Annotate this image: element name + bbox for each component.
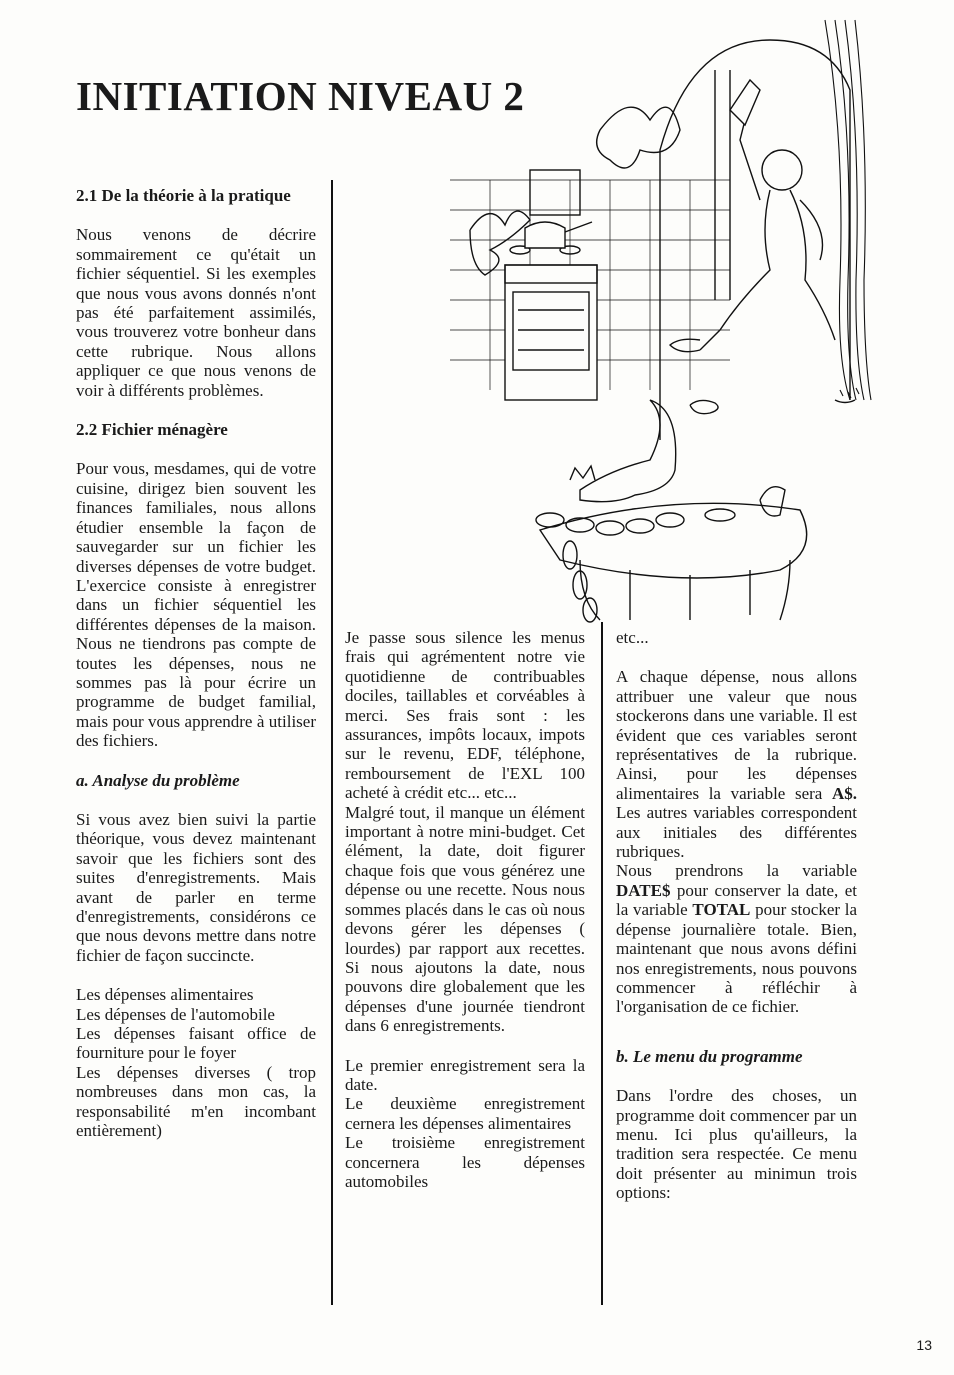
section-heading-2-2: 2.2 Fichier ménagère	[76, 420, 228, 440]
paragraph: Je passe sous silence les menus frais qui agrémentent notre vie quotidienne de contribuables dociles, taillables et corvéables à merci. Ses frais sont : les assurances, impôts locaux, impots sur le revenu, EDF, téléphone, remboursement de l'EXL 100 acheté à crédit etc... etc...	[345, 628, 585, 803]
subsection-heading-a: a. Analyse du problème	[76, 770, 240, 790]
column-3	[616, 628, 857, 1203]
list-item: Les dépenses alimentaires	[76, 985, 254, 1005]
column-rule-2	[601, 622, 603, 1305]
table	[540, 487, 807, 620]
spill	[690, 400, 718, 413]
page-number: 13	[916, 1337, 932, 1353]
running-woman	[670, 80, 855, 403]
text-run: A chaque dépense, nous allons attribuer une valeur que nous stockerons dans une variable. Il est évident que ces variables seront représentatives de la rubrique. Ainsi, pour les dépenses alimentaires la variable sera	[616, 667, 857, 803]
column-2	[345, 628, 585, 1191]
section-heading-2-1: 2.1 De la théorie à la pratique	[76, 186, 291, 205]
paragraph: Le troisième enregistrement concernera les dépenses automobiles	[345, 1133, 585, 1191]
paragraph: Le premier enregistrement sera la date.	[345, 1055, 585, 1094]
list-item: Les dépenses de l'automobile	[76, 1004, 275, 1024]
kitchen-illustration	[430, 0, 954, 640]
text-run: Nous prendrons la variable	[616, 861, 857, 881]
column-1	[76, 186, 316, 1140]
page-title: INITIATION NIVEAU 2	[76, 73, 525, 119]
curtain	[825, 20, 871, 400]
text-run: Les autres variables correspondent aux initiales des différentes rubriques.	[616, 803, 857, 862]
plant-top	[597, 107, 680, 168]
text-run: pour conserver la date, et la variable	[616, 880, 857, 920]
sausages	[536, 513, 684, 622]
stove	[505, 170, 597, 400]
paragraph: Dans l'ordre des choses, un programme doit commencer par un menu. Ici plus qu'ailleurs, la tradition sera respectée. Ce menu doit présenter au minimun trois options:	[616, 1086, 857, 1203]
variable-name: DATE$	[616, 880, 671, 900]
variable-name: TOTAL	[692, 900, 751, 920]
paragraph: Pour vous, mesdames, qui de votre cuisine, dirigez bien souvent les finances familiales, nous allons étudier ensemble la façon de sauvegarder sur un fichier les diverses dépenses de votre budget. L'exercice consiste à enregistrer dans un fichier séquentiel les différentes dépenses de la maison. Nous ne tiendrons pas compte de toutes les dépenses, nous ne sommes pas là pour écrire un programme de budget familial, mais pour vous apprendre à utiliser des fichiers.	[76, 459, 316, 751]
subsection-heading-b: b. Le menu du programme	[616, 1046, 803, 1066]
paragraph: Nous venons de décrire sommairement ce qu'était un fichier séquentiel. Si les exemples que nous vous avons donnés n'ont pas été parfaitement assimilés, vous trouverez votre bonheur dans cette rubrique. Nous allons appliquer ce que nous venons de voir à différents problèmes.	[76, 225, 316, 400]
list-item: Les dépenses faisant office de fourniture pour le foyer	[76, 1024, 316, 1063]
paragraph: Si vous avez bien suivi la partie théorique, vous devez maintenant savoir que les fichiers sont des suites d'enregistrements. Mais avant de parler en terme d'enregistrements, considérons ce que nous devons mettre dans notre fichier de façon succincte.	[76, 809, 316, 965]
paragraph	[616, 667, 857, 861]
text-run: pour stocker la dépense journalière totale. Bien, maintenant que nous avons défini nos enregistrements, nous pouvons commencer à réfléchir à l'organisation de ce fichier.	[616, 900, 857, 1017]
paragraph: etc...	[616, 628, 649, 647]
variable-name: A$.	[831, 783, 857, 803]
paragraph: Le deuxième enregistrement cernera les dépenses alimentaires	[345, 1094, 585, 1133]
column-rule-1	[331, 180, 333, 1305]
paragraph	[616, 861, 857, 1016]
paragraph: Malgré tout, il manque un élément important à notre mini-budget. Cet élément, la date, doit figurer chaque fois que vous générez une dépense ou une recette. Nous nous sommes placés dans le cas où nous devons gérer les dépenses ( lourdes) par rapport aux recettes. Si nous ajoutons la date, nous pouvons dire globalement que les dépenses d'une journée tiendront dans 6 enregistrements.	[345, 802, 585, 1036]
list-item: Les dépenses diverses ( trop nombreuses dans mon cas, la responsabilité m'en incombant entièrement)	[76, 1062, 316, 1141]
